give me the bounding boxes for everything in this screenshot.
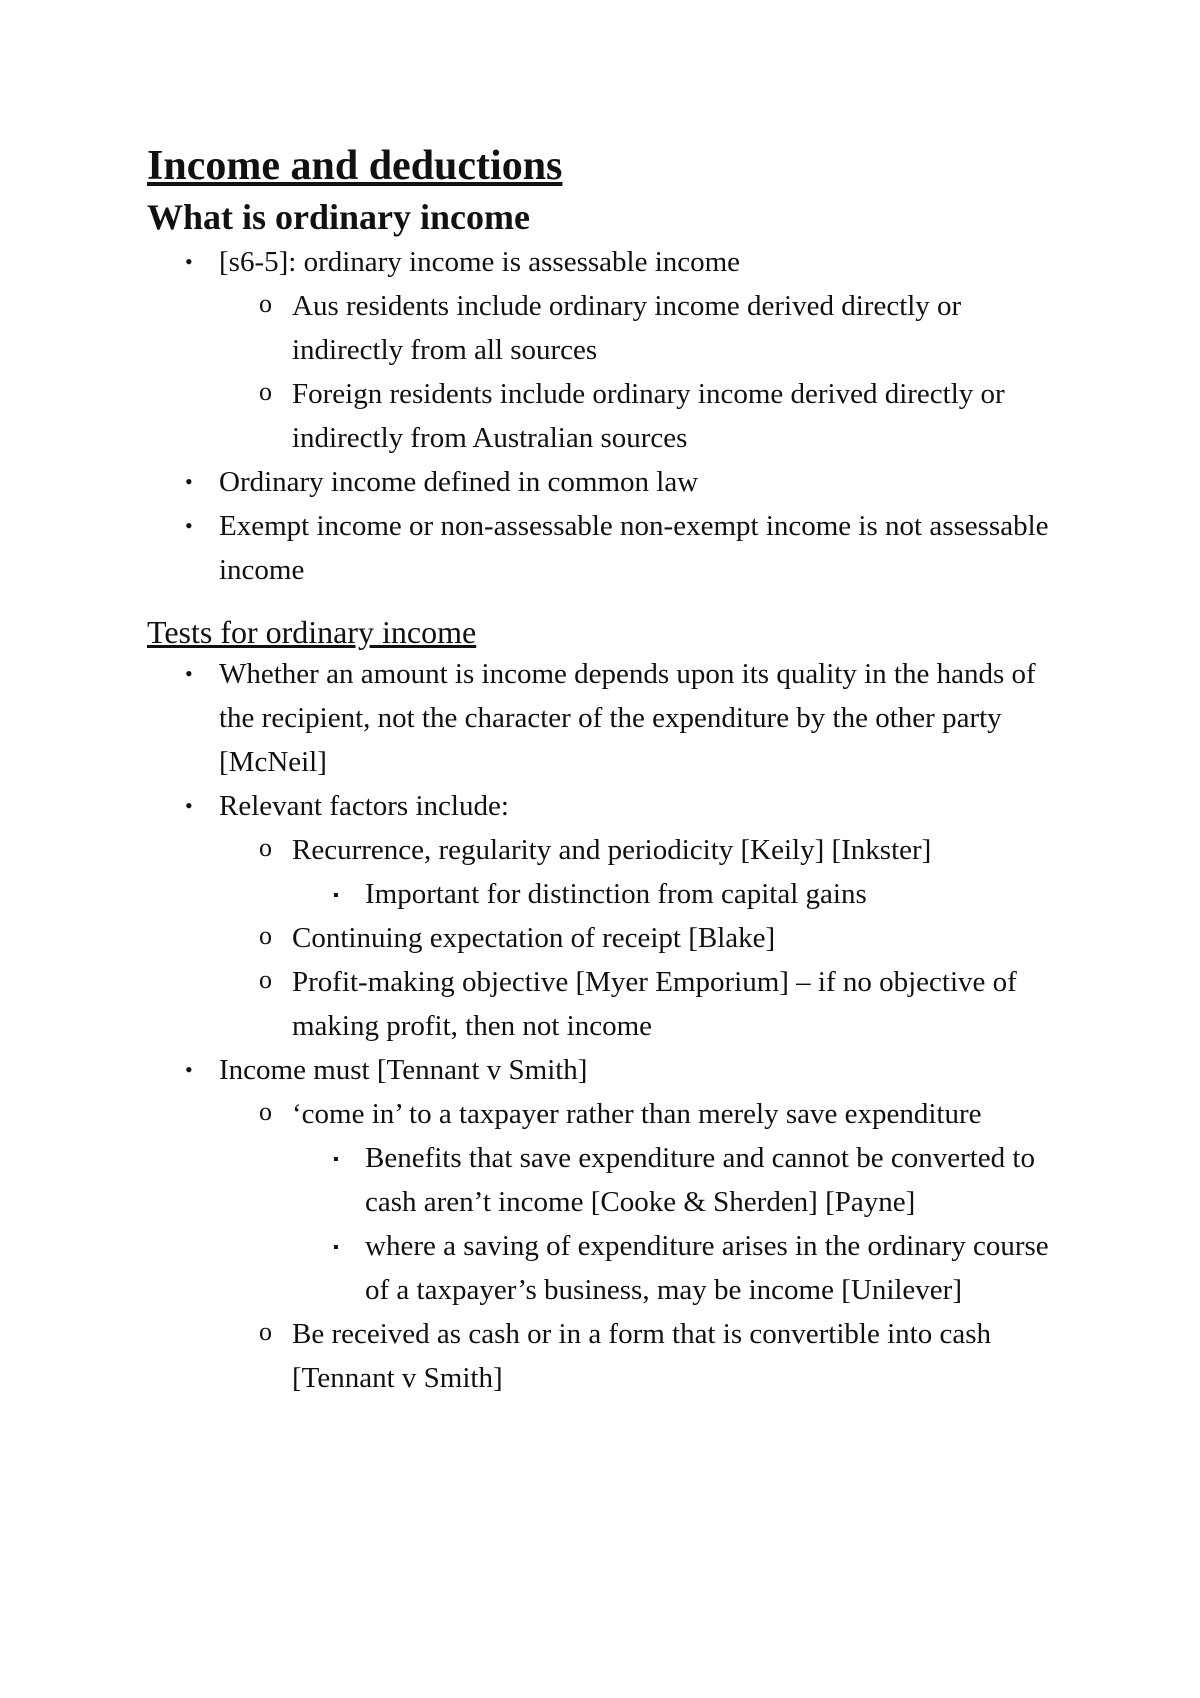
list-item xyxy=(147,960,1077,1048)
list-item-text: Relevant factors include: xyxy=(219,789,509,822)
bullet-marker: o xyxy=(259,964,272,994)
list-item-text: Exempt income or non-assessable non-exempt income is not assessable income xyxy=(219,509,1049,586)
list-item xyxy=(147,1312,1077,1400)
bullet-marker: ▪ xyxy=(333,1238,339,1256)
list-item xyxy=(147,652,1077,784)
list-item-text: where a saving of expenditure arises in the ordinary course of a taxpayer’s business, may be income [Unilever] xyxy=(365,1229,1049,1306)
list-item xyxy=(147,784,1077,828)
bullet-marker: o xyxy=(259,1316,272,1346)
bullet-marker: ▪ xyxy=(333,1150,339,1168)
list-item-text: Important for distinction from capital gains xyxy=(365,877,867,910)
bullet-marker: • xyxy=(185,512,193,538)
bullet-marker: o xyxy=(259,1096,272,1126)
list-item xyxy=(147,1136,1077,1224)
list-item xyxy=(147,240,1077,284)
list-item-text: Profit-making objective [Myer Emporium] – if no objective of making profit, then not income xyxy=(292,965,1017,1042)
bullet-marker: • xyxy=(185,1056,193,1082)
list-item xyxy=(147,872,1077,916)
list-item xyxy=(147,1092,1077,1136)
list-item-text: Aus residents include ordinary income derived directly or indirectly from all sources xyxy=(292,289,962,366)
list-item-text: Whether an amount is income depends upon its quality in the hands of the recipient, not the character of the expenditure by the other party [McNeil] xyxy=(219,657,1036,778)
section-2-list xyxy=(147,652,1077,1400)
list-item-text: Benefits that save expenditure and cannot be converted to cash aren’t income [Cooke & Sherden] [Payne] xyxy=(365,1141,1035,1218)
list-item-text: Recurrence, regularity and periodicity [Keily] [Inkster] xyxy=(292,833,932,866)
section-heading-ordinary-income: What is ordinary income xyxy=(147,196,530,237)
list-item-text: Foreign residents include ordinary income derived directly or indirectly from Australian sources xyxy=(292,377,1005,454)
list-item-text: Be received as cash or in a form that is convertible into cash [Tennant v Smith] xyxy=(292,1317,991,1394)
bullet-marker: • xyxy=(185,468,193,494)
bullet-marker: ▪ xyxy=(333,886,339,904)
list-item xyxy=(147,828,1077,872)
list-item xyxy=(147,916,1077,960)
list-item-text: [s6-5]: ordinary income is assessable income xyxy=(219,245,741,278)
list-item xyxy=(147,1048,1077,1092)
list-item xyxy=(147,284,1077,372)
list-item xyxy=(147,372,1077,460)
list-item xyxy=(147,504,1077,592)
bullet-marker: • xyxy=(185,792,193,818)
list-item xyxy=(147,460,1077,504)
list-item-text: ‘come in’ to a taxpayer rather than merely save expenditure xyxy=(292,1097,982,1130)
bullet-marker: • xyxy=(185,660,193,686)
list-item-text: Continuing expectation of receipt [Blake] xyxy=(292,921,776,954)
bullet-marker: o xyxy=(259,832,272,862)
document-title: Income and deductions xyxy=(147,143,563,189)
document-page xyxy=(147,140,1077,1400)
bullet-marker: o xyxy=(259,920,272,950)
bullet-marker: • xyxy=(185,248,193,274)
section-1-list xyxy=(147,240,1077,592)
list-item xyxy=(147,1224,1077,1312)
bullet-marker: o xyxy=(259,288,272,318)
bullet-marker: o xyxy=(259,376,272,406)
list-item-text: Ordinary income defined in common law xyxy=(219,465,699,498)
section-heading-tests: Tests for ordinary income xyxy=(147,613,477,650)
list-item-text: Income must [Tennant v Smith] xyxy=(219,1053,588,1086)
